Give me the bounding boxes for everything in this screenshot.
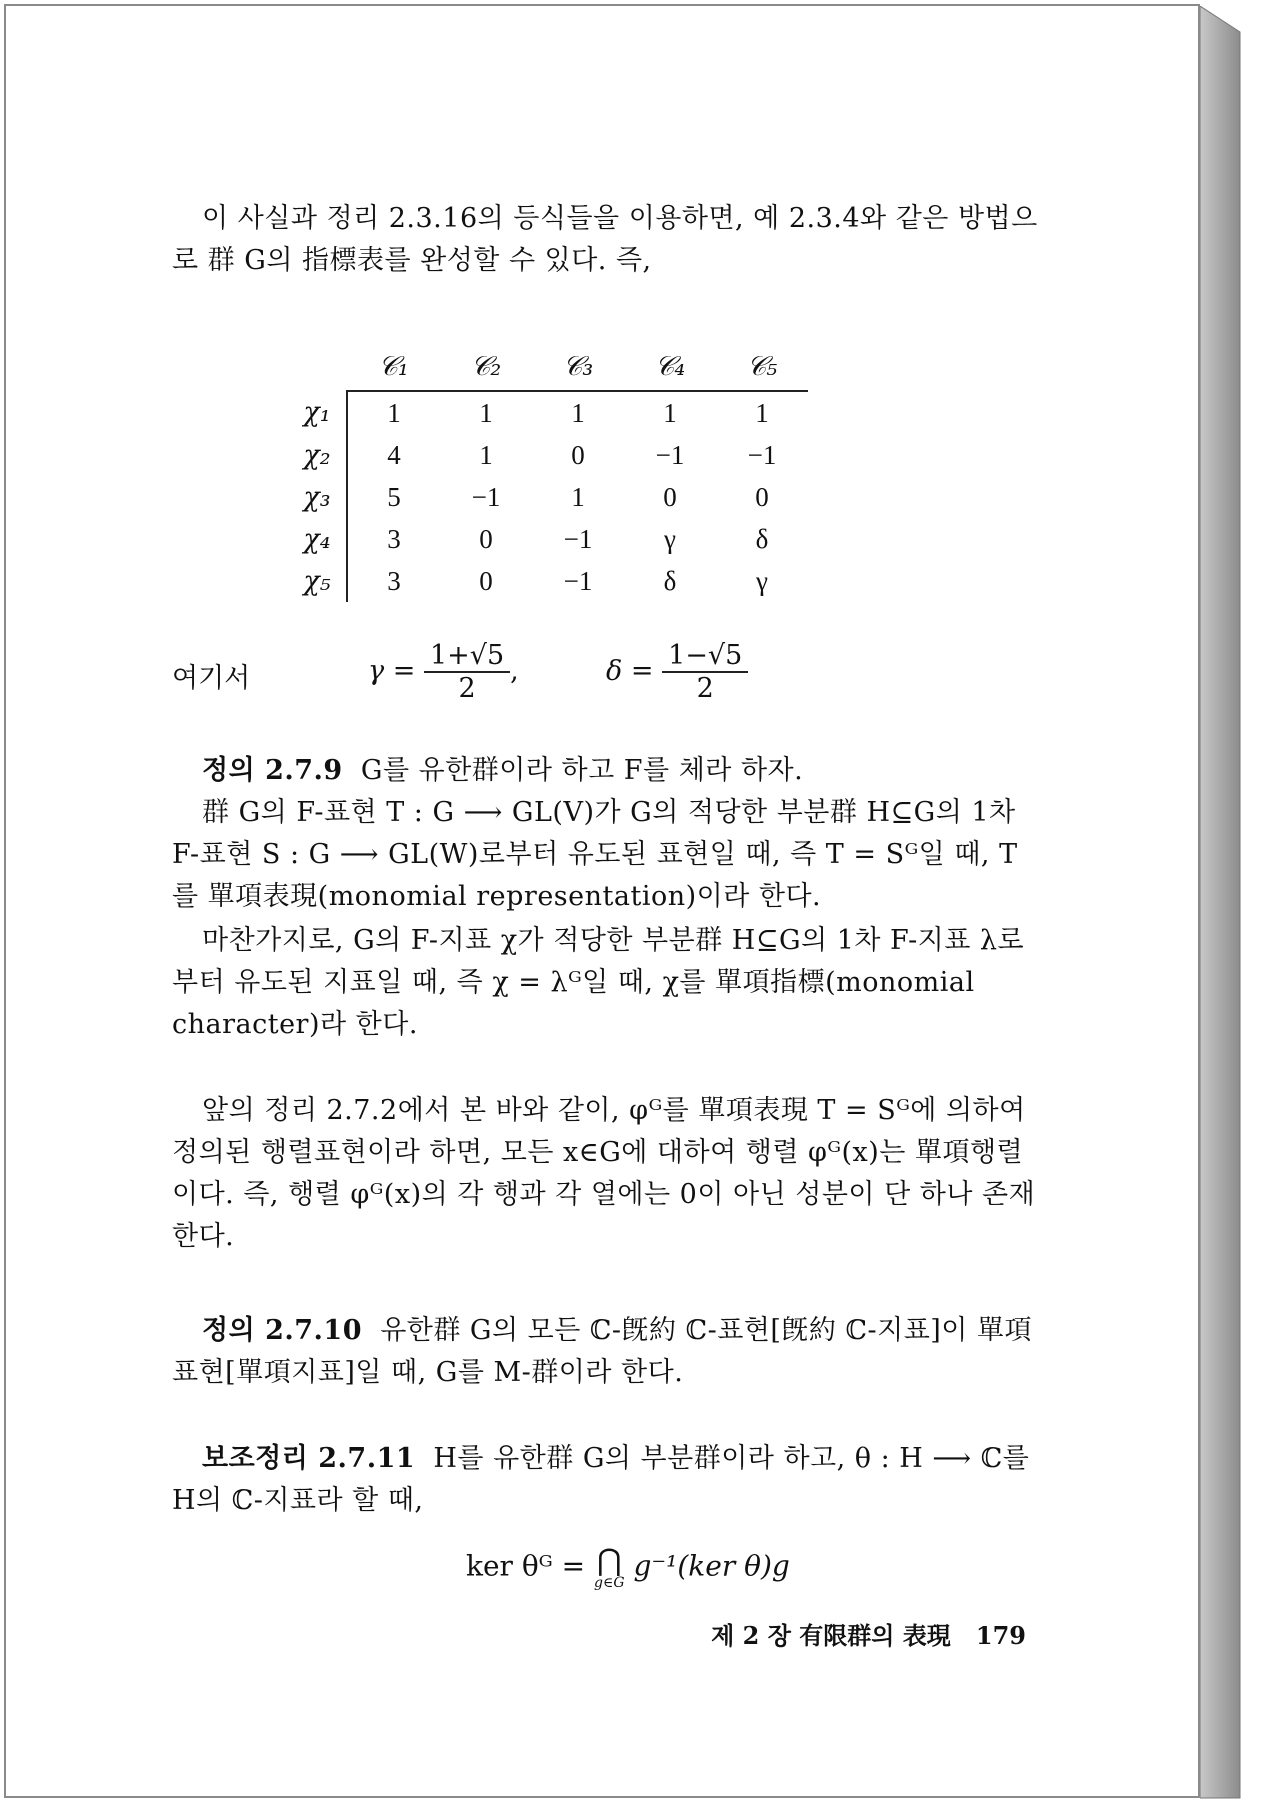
character-label: χ₁ xyxy=(288,391,347,434)
table-cell: δ xyxy=(663,565,677,596)
table-cell: −1 xyxy=(655,439,685,470)
table-cell: 1 xyxy=(387,397,401,428)
equation-lhs: ker θᴳ = xyxy=(466,1549,586,1583)
gamma-numerator: 1+√5 xyxy=(424,640,510,673)
table-cell: 1 xyxy=(479,397,493,428)
definition-2-7-10 xyxy=(172,1310,1042,1394)
page-stack-edge xyxy=(1200,6,1266,1800)
intersection-operator xyxy=(594,1543,625,1591)
table-cell: −1 xyxy=(563,565,593,596)
definition-title: 정의 2.7.9 xyxy=(202,755,343,786)
character-label: χ₅ xyxy=(288,560,347,602)
table-cell: δ xyxy=(755,523,769,554)
character-table xyxy=(288,344,808,602)
class-header: 𝒞₂ xyxy=(440,344,532,391)
formula-separator: , xyxy=(510,655,519,687)
paragraph-after-definition: 앞의 정리 2.7.2에서 본 바와 같이, φᴳ를 單項表現 T = Sᴳ에 의하여 정의된 행렬표현이라 하면, 모든 x∈G에 대하여 행렬 φᴳ(x)는 單項행렬이다. 즉, 행렬 φᴳ(x)의 각 행과 각 열에는 0이 아닌 성분이 단 하나 존재한다. xyxy=(172,1095,1036,1252)
delta-denominator: 2 xyxy=(696,673,714,704)
table-row xyxy=(288,518,808,560)
equation-rhs: g⁻¹(ker θ)g xyxy=(633,1549,790,1583)
definition-title: 정의 2.7.10 xyxy=(202,1315,363,1346)
character-label: χ₂ xyxy=(288,434,347,476)
character-label: χ₃ xyxy=(288,476,347,518)
class-header: 𝒞₅ xyxy=(716,344,808,391)
table-cell: 0 xyxy=(755,481,769,512)
definition-first-line: G를 유한群이라 하고 F를 체라 하자. xyxy=(360,755,804,786)
table-row xyxy=(288,476,808,518)
table-cell: −1 xyxy=(563,523,593,554)
table-cell: 1 xyxy=(479,439,493,470)
table-cell: γ xyxy=(664,523,676,554)
table-cell: −1 xyxy=(747,439,777,470)
gamma-fraction xyxy=(424,640,510,704)
book-page xyxy=(4,4,1200,1798)
page-footer xyxy=(706,1616,1026,1651)
table-cell: −1 xyxy=(471,481,501,512)
table-corner xyxy=(288,344,347,391)
table-cell: 0 xyxy=(571,439,585,470)
definition-heading xyxy=(172,750,1042,792)
table-row xyxy=(288,434,808,476)
delta-fraction xyxy=(662,640,748,704)
intersection-symbol: ⋂ xyxy=(596,1543,622,1578)
table-row xyxy=(288,560,808,602)
table-cell: 1 xyxy=(663,397,677,428)
class-header: 𝒞₁ xyxy=(347,344,440,391)
table-cell: 3 xyxy=(387,565,401,596)
kernel-equation xyxy=(466,1543,790,1591)
table-cell: 0 xyxy=(479,523,493,554)
class-header: 𝒞₃ xyxy=(532,344,624,391)
table-cell: 1 xyxy=(755,397,769,428)
table-cell: 4 xyxy=(387,439,401,470)
character-label: χ₄ xyxy=(288,518,347,560)
definition-body-2: 마찬가지로, G의 F-지표 χ가 적당한 부분群 H⊆G의 1차 F-지표 λ로부터 유도된 지표일 때, 즉 χ = λᴳ일 때, χ를 單項指標(monomial character)라 한다. xyxy=(172,925,1025,1040)
delta-numerator: 1−√5 xyxy=(662,640,748,673)
delta-lhs: δ = xyxy=(606,655,654,687)
page-content xyxy=(6,6,1202,1800)
lemma-text: H를 유한群 G의 부분群이라 하고, θ : H ⟶ ℂ를 H의 ℂ-지표라 할 때, xyxy=(172,1443,1030,1516)
gamma-denominator: 2 xyxy=(458,673,476,704)
definition-body-1: 群 G의 F-표현 T : G ⟶ GL(V)가 G의 적당한 부분群 H⊆G의 1차 F-표현 S : G ⟶ GL(W)로부터 유도된 표현일 때, 즉 T = Sᴳ일 때, T를 單項表現(monomial representation)이라 한다. xyxy=(172,797,1018,912)
delta-formula xyxy=(606,640,748,704)
table-cell: 0 xyxy=(479,565,493,596)
gamma-formula xyxy=(368,640,519,704)
definition-2-7-9 xyxy=(172,750,1042,1046)
table-row xyxy=(288,391,808,434)
definition-text: 유한群 G의 모든 ℂ-旣約 ℂ-표현[旣約 ℂ-지표]이 單項표현[單項지표]일 때, G를 M-群이라 한다. xyxy=(172,1315,1032,1388)
class-header: 𝒞₄ xyxy=(624,344,716,391)
gamma-lhs: γ = xyxy=(368,655,416,687)
page-edge-shadow xyxy=(1200,6,1240,1798)
page-number: 179 xyxy=(975,1621,1026,1650)
table-cell: 3 xyxy=(387,523,401,554)
table-cell: 1 xyxy=(571,481,585,512)
lemma-title: 보조정리 2.7.11 xyxy=(202,1443,416,1474)
lemma-2-7-11 xyxy=(172,1438,1042,1522)
table-cell: 1 xyxy=(571,397,585,428)
chapter-title: 제 2 장 有限群의 表現 xyxy=(711,1621,951,1650)
table-cell: 5 xyxy=(387,481,401,512)
table-cell: 0 xyxy=(663,481,677,512)
table-cell: γ xyxy=(756,565,768,596)
gamma-delta-definition xyxy=(172,638,1072,708)
intro-paragraph: 이 사실과 정리 2.3.16의 등식들을 이용하면, 예 2.3.4와 같은 방법으로 群 G의 指標表를 완성할 수 있다. 즉, xyxy=(172,203,1038,276)
where-label: 여기서 xyxy=(172,663,251,694)
intersection-subscript: g∈G xyxy=(594,1575,625,1591)
